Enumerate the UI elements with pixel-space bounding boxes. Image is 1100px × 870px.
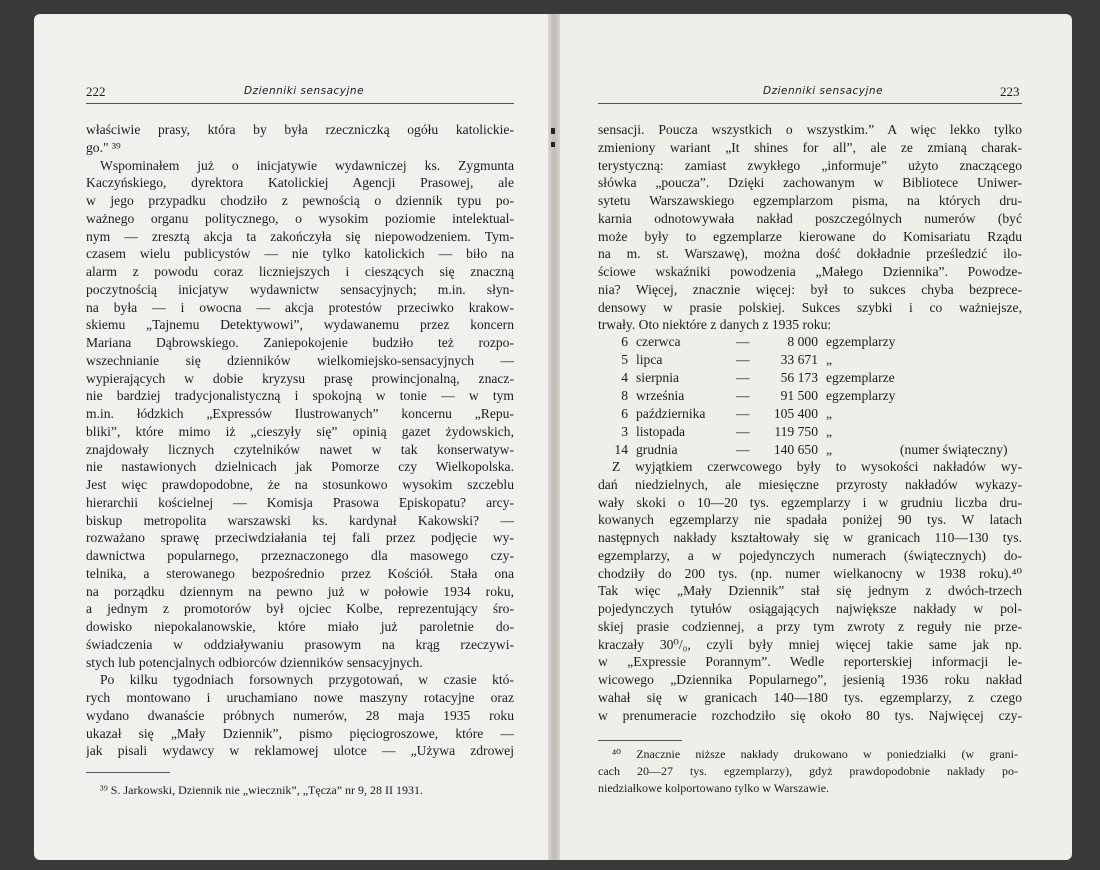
circulation-row bbox=[598, 334, 1022, 352]
text-line: telnika, a sterowanego bezpośrednio przez Kościół. Stała ona bbox=[86, 565, 514, 581]
text-line: egzemplarzy, a w pojedynczych numerach (świątecznych) do- bbox=[598, 547, 1022, 563]
text-line: Po kilku tygodniach forsownych przygotowań, w czasie któ- bbox=[100, 672, 514, 688]
text-line: cach 20—27 tys. egzemplarzy), gdyż prawdopodobnie nakłady po- bbox=[598, 764, 1018, 778]
text-line: kowanych egzemplarzy nie spadała poniżej 90 tys. W latach bbox=[598, 512, 1022, 528]
text-line: go." ³⁹ bbox=[86, 139, 121, 155]
right-body-text-bottom bbox=[598, 458, 1022, 724]
text-line: zmieniony wariant „It shines for all”, ale ze zmianą charak- bbox=[598, 139, 1022, 155]
left-page-number: 222 bbox=[86, 84, 106, 99]
text-line: jak pisali wydawcy w reklamowej ulotce — „Używa zdrowej bbox=[86, 743, 514, 759]
circulation-table bbox=[598, 334, 1022, 460]
right-footnote-rule bbox=[598, 740, 682, 741]
book-gutter bbox=[548, 14, 560, 860]
circulation-value: 140 650 bbox=[773, 442, 818, 457]
circulation-unit: „ bbox=[826, 352, 833, 367]
circulation-month: sierpnia bbox=[636, 370, 680, 385]
text-line: właściwie prasy, która by była rzeczniczką ogółu katolickie- bbox=[86, 122, 514, 137]
text-line: wypierających w dobie kryzysu prasę prowincjonalną, znacz- bbox=[86, 370, 514, 386]
circulation-unit: „ bbox=[826, 406, 833, 421]
text-line: na m. st. Warszawę), można dość dokładnie prześledzić ilo- bbox=[598, 246, 1022, 262]
left-running-title: Dzienniki sensacyjne bbox=[244, 85, 365, 97]
right-header-rule bbox=[598, 103, 1022, 104]
circulation-dash: — bbox=[736, 406, 750, 421]
text-line: niedziałkowe kolportowano tylko w Warszawie. bbox=[598, 781, 830, 795]
circulation-month: listopada bbox=[636, 424, 686, 439]
text-line: nym — zresztą akcja ta zakończyła się niepowodzeniem. Tym- bbox=[86, 228, 514, 244]
circulation-dash: — bbox=[736, 424, 750, 439]
text-line: wydano dwanaście próbnych numerów, 28 maja 1935 roku bbox=[86, 707, 514, 723]
text-line: rozważano sprawę przeciwdziałania tej fali przez podjęcie wy- bbox=[86, 530, 514, 546]
text-line: Z wyjątkiem czerwcowego były to wysokości nakładów wy- bbox=[612, 459, 1022, 474]
right-body-text-top bbox=[598, 121, 1022, 334]
text-line: na była — i owocna — akcja protestów przeciwko krakow- bbox=[86, 299, 514, 315]
text-line: ściowe wskaźniki powodzenia „Małego Dziennika”. Powodze- bbox=[598, 264, 1022, 279]
text-line: świadczenia w oddziaływaniu prasowym na krąg rzeczywi- bbox=[86, 636, 514, 652]
circulation-row bbox=[598, 352, 1022, 370]
circulation-value: 105 400 bbox=[773, 406, 818, 421]
circulation-dash: — bbox=[736, 388, 750, 403]
text-line: rych montowano i uruchamiano nowe maszyny rotacyjne oraz bbox=[86, 690, 514, 705]
text-line: ⁴⁰ Znacznie niższe nakłady drukowano w poniedziałki (w grani- bbox=[612, 747, 1018, 761]
circulation-day: 14 bbox=[614, 442, 628, 457]
circulation-month: czerwca bbox=[636, 334, 681, 349]
text-line: w „Expressie Porannym”. Wedle reporterskiej informacji le- bbox=[598, 654, 1022, 670]
text-line: densowy w prasie polskiej. Sukces szybki i co ważniejsze, bbox=[598, 299, 1022, 315]
circulation-month: października bbox=[636, 406, 706, 421]
left-footnote: ³⁹ S. Jarkowski, Dziennik nie „wiecznik”, „Tęcza” nr 9, 28 II 1931. bbox=[100, 783, 424, 797]
left-footnote-rule bbox=[86, 772, 170, 773]
text-line: nia? Więcej, znacznie więcej: był to sukces chyba bezprece- bbox=[598, 281, 1022, 297]
circulation-value: 91 500 bbox=[780, 388, 818, 403]
text-line: Mariana Dąbrowskiego. Zaniepokojenie budziło też rozpo- bbox=[86, 335, 514, 350]
circulation-day: 8 bbox=[621, 388, 628, 403]
text-line: dawnictwa popularnego, przeznaczonego dla masowego czy- bbox=[86, 548, 514, 563]
text-line: dowisko niepokalanowskie, które miało już paroletnie do- bbox=[86, 619, 514, 634]
circulation-month: września bbox=[636, 388, 685, 403]
circulation-value: 33 671 bbox=[780, 352, 818, 367]
circulation-unit: „ bbox=[826, 424, 833, 439]
text-line: Tak więc „Mały Dziennik” stał się jednym z dwóch-trzech bbox=[598, 583, 1022, 599]
text-line: Kaczyńskiego, dyrektora Katolickiej Agencji Prasowej, ale bbox=[86, 175, 514, 191]
gutter-mark bbox=[551, 128, 555, 134]
right-page-number: 223 bbox=[1000, 84, 1020, 99]
text-line: nie nastawionych dzielnicach jak Pomorze czy Wielkopolska. bbox=[86, 459, 514, 475]
text-line: Wspominałem już o inicjatywie wydawniczej ks. Zygmunta bbox=[100, 157, 514, 173]
circulation-dash: — bbox=[736, 442, 750, 457]
circulation-day: 4 bbox=[621, 370, 628, 385]
text-line: trwały. Oto niektóre z danych z 1935 roku: bbox=[598, 317, 832, 333]
circulation-day: 3 bbox=[621, 424, 628, 439]
circulation-row bbox=[598, 424, 1022, 442]
text-line: na porządku dziennym na pewno już w połowie 1934 roku, bbox=[86, 583, 514, 599]
text-line: wahał się w granicach 140—180 tys. egzemplarzy, z czego bbox=[598, 689, 1022, 705]
circulation-day: 6 bbox=[621, 406, 628, 421]
text-line: dań niedzielnych, ale miesięczne przyrosty nakładów wykazy- bbox=[598, 476, 1022, 492]
text-line: bliki”, które mimo iż „cieszyły się” opinią gazet żydowskich, bbox=[86, 423, 514, 439]
text-line: a jednym z promotorów był ojciec Kolbe, reprezentujący śro- bbox=[86, 601, 514, 617]
text-line: znajdowały licznych czytelników nawet w tak konserwatyw- bbox=[86, 441, 514, 457]
text-line: terystyczną: zamiast zwykłego „informuje” użyto znaczącego bbox=[598, 157, 1022, 173]
circulation-value: 8 000 bbox=[787, 334, 818, 349]
circulation-dash: — bbox=[736, 334, 750, 349]
text-line: skiej prasie codziennej, a przy tym zwroty z reguły nie prze- bbox=[598, 618, 1022, 634]
text-line: ważnego organu politycznego, o wysokim poziomie intelektual- bbox=[86, 210, 514, 226]
text-line: w prenumeracie rozchodziło się około 80 tys. Najwięcej czy- bbox=[598, 707, 1022, 723]
circulation-unit: egzemplarzy bbox=[826, 388, 896, 403]
left-header-rule bbox=[86, 103, 514, 104]
left-body-text bbox=[86, 121, 514, 760]
circulation-day: 6 bbox=[621, 334, 628, 349]
text-line: sensacji. Poucza wszystkich o wszystkim.” A więc lekko tylko bbox=[598, 122, 1022, 137]
right-running-title: Dzienniki sensacyjne bbox=[763, 85, 884, 97]
circulation-dash: — bbox=[736, 352, 750, 367]
text-line: nie bardziej tradycjonalistyczną i spokojną w tonie — w tym bbox=[86, 388, 514, 404]
text-line: wały skoki o 10—20 tys. egzemplarzy i w grudniu liczba dru- bbox=[598, 494, 1022, 510]
circulation-unit: „ bbox=[826, 442, 833, 457]
text-line: stych lub potencjalnych odbiorców dzienników sensacyjnych. bbox=[86, 654, 423, 670]
text-line: może były to egzemplarze kierowane do Komisariatu Rządu bbox=[598, 228, 1022, 244]
text-line: Jest więc prawdopodobne, że na stosunkowo wysokim szczeblu bbox=[86, 477, 514, 492]
text-line: słówka „poucza”. Dzięki zachowanym w Bibliotece Uniwer- bbox=[598, 175, 1022, 191]
circulation-day: 5 bbox=[621, 352, 628, 367]
text-line: czasem wielu publicystów — nie tylko katolickich — biło na bbox=[86, 246, 514, 262]
gutter-mark bbox=[551, 142, 555, 147]
circulation-row bbox=[598, 406, 1022, 424]
text-line: wicowego „Dziennika Popularnego”, jesienią 1936 roku nakład bbox=[598, 672, 1022, 687]
circulation-dash: — bbox=[736, 370, 750, 385]
text-line: alarm z powodu coraz liczniejszych i cieszących się znaczną bbox=[86, 264, 514, 279]
circulation-month: lipca bbox=[636, 352, 663, 367]
text-line: hierarchii kościelnej — Komisja Prasowa Episkopatu? arcy- bbox=[86, 494, 514, 510]
circulation-row bbox=[598, 370, 1022, 388]
circulation-note: (numer świąteczny) bbox=[900, 442, 1008, 457]
text-line: następnych nakłady kształtowały się w granicach 110—130 tys. bbox=[598, 530, 1022, 545]
text-line: chodziły do 200 tys. (np. numer wielkanocny w 1938 roku).⁴⁰ bbox=[598, 565, 1022, 581]
text-line: kraczały 30⁰/₀, czyli były mniej więcej takie same jak np. bbox=[598, 636, 1022, 652]
text-line: w jego przypadku chodziło z pewnością o dziennik typu po- bbox=[86, 193, 514, 208]
circulation-unit: egzemplarzy bbox=[826, 334, 896, 349]
text-line: biskup metropolita warszawski ks. kardynał Kakowski? — bbox=[86, 512, 514, 528]
circulation-unit: egzemplarze bbox=[826, 370, 895, 385]
text-line: poczytnością inicjatyw wydawnictw sensacyjnych; m.in. słyn- bbox=[86, 281, 514, 297]
text-line: wszechnianie się dzienników wielkomiejsko-sensacyjnych — bbox=[86, 352, 514, 368]
text-line: sytetu Warszawskiego egzemplarzom pisma, na których dru- bbox=[598, 193, 1022, 208]
text-line: karnia odnotowywała nakład poszczególnych numerów (być bbox=[598, 210, 1022, 226]
text-line: m.in. łódzkich „Expressów Ilustrowanych” koncernu „Repu- bbox=[86, 406, 514, 421]
text-line: pojedynczych tytułów osiągających największe nakłady w pol- bbox=[598, 601, 1022, 616]
circulation-row bbox=[598, 388, 1022, 406]
circulation-month: grudnia bbox=[636, 442, 678, 457]
right-footnote bbox=[598, 746, 1018, 797]
circulation-value: 119 750 bbox=[774, 424, 818, 439]
text-line: ukazał się „Mały Dziennik”, pismo pięciogroszowe, które — bbox=[86, 725, 514, 741]
text-line: skiemu „Tajnemu Detektywowi”, wydawanemu przez koncern bbox=[86, 317, 514, 333]
circulation-value: 56 173 bbox=[780, 370, 818, 385]
